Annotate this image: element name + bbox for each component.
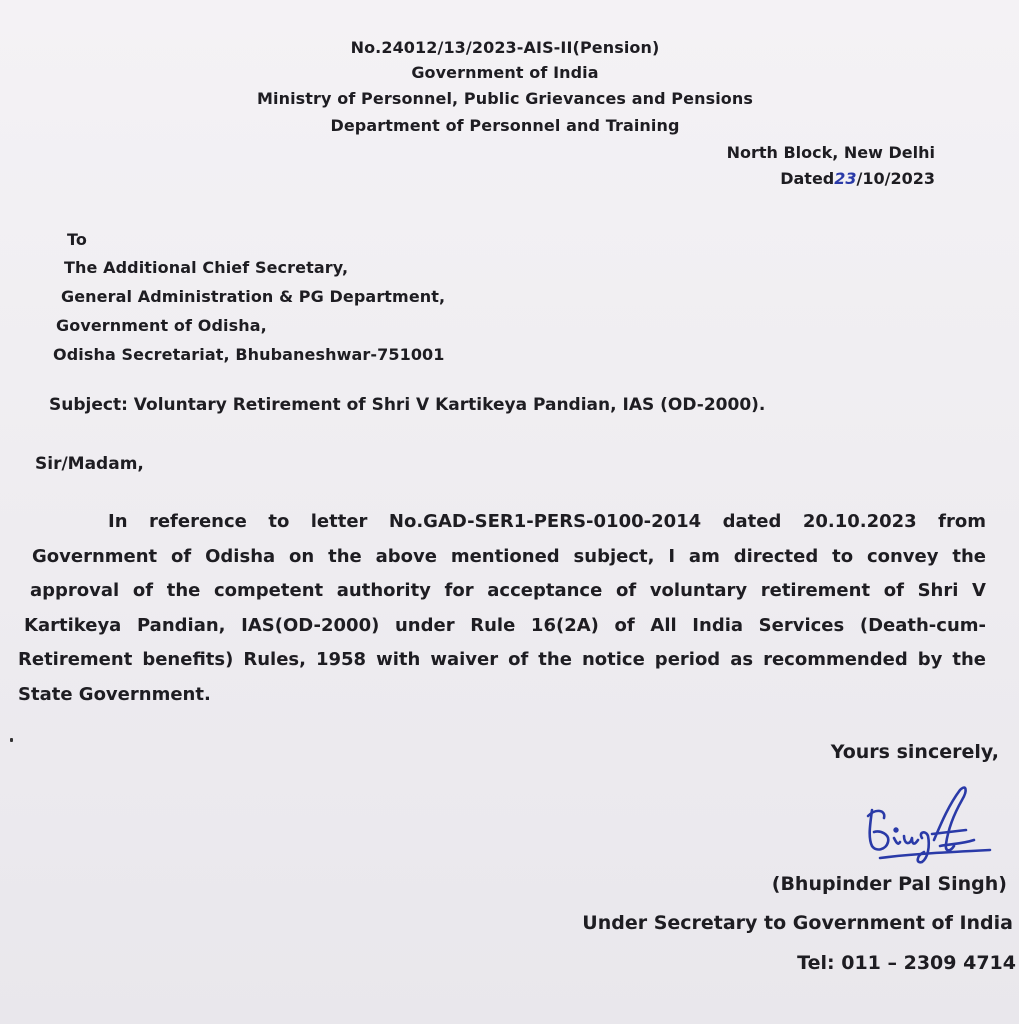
body-line-5: Retirement benefits) Rules, 1958 with waiver of the notice period as recommended by the bbox=[18, 649, 986, 670]
government-name: Government of India bbox=[411, 63, 599, 82]
date-day-handwritten: 23 bbox=[834, 169, 857, 188]
signatory-name: (Bhupinder Pal Singh) bbox=[771, 873, 1007, 895]
stray-ink-mark bbox=[10, 738, 13, 742]
subject-line: Subject: Voluntary Retirement of Shri V Kartikeya Pandian, IAS (OD-2000). bbox=[49, 395, 766, 415]
signatory-telephone: Tel: 011 – 2309 4714 bbox=[797, 952, 1016, 974]
body-line-3: approval of the competent authority for acceptance of voluntary retirement of Shri V bbox=[30, 580, 986, 601]
salutation: Sir/Madam, bbox=[35, 454, 144, 474]
department-name: Department of Personnel and Training bbox=[330, 116, 680, 135]
closing: Yours sincerely, bbox=[830, 741, 999, 763]
date-rest: /10/2023 bbox=[856, 169, 935, 188]
handwritten-signature bbox=[850, 780, 1000, 870]
date-line bbox=[780, 169, 935, 188]
body-line-2: Government of Odisha on the above mentioned subject, I am directed to convey the bbox=[32, 545, 986, 567]
place-line: North Block, New Delhi bbox=[726, 143, 935, 162]
recipient-line-2: General Administration & PG Department, bbox=[61, 287, 446, 306]
signatory-designation: Under Secretary to Government of India bbox=[582, 912, 1013, 934]
body-line-1: In reference to letter No.GAD-SER1-PERS-0100-2014 dated 20.10.2023 from bbox=[108, 511, 986, 532]
body-line-4: Kartikeya Pandian, IAS(OD-2000) under Rule 16(2A) of All India Services (Death-cum- bbox=[24, 614, 986, 636]
date-label: Dated bbox=[780, 169, 835, 188]
recipient-to: To bbox=[67, 230, 87, 249]
recipient-line-4: Odisha Secretariat, Bhubaneshwar-751001 bbox=[53, 345, 445, 364]
letter-body bbox=[18, 505, 986, 712]
body-line-6: State Government. bbox=[18, 683, 211, 705]
recipient-line-1: The Additional Chief Secretary, bbox=[64, 258, 349, 277]
reference-number: No.24012/13/2023-AIS-II(Pension) bbox=[350, 38, 660, 57]
recipient-line-3: Government of Odisha, bbox=[56, 316, 267, 335]
ministry-name: Ministry of Personnel, Public Grievances and Pensions bbox=[256, 89, 753, 108]
